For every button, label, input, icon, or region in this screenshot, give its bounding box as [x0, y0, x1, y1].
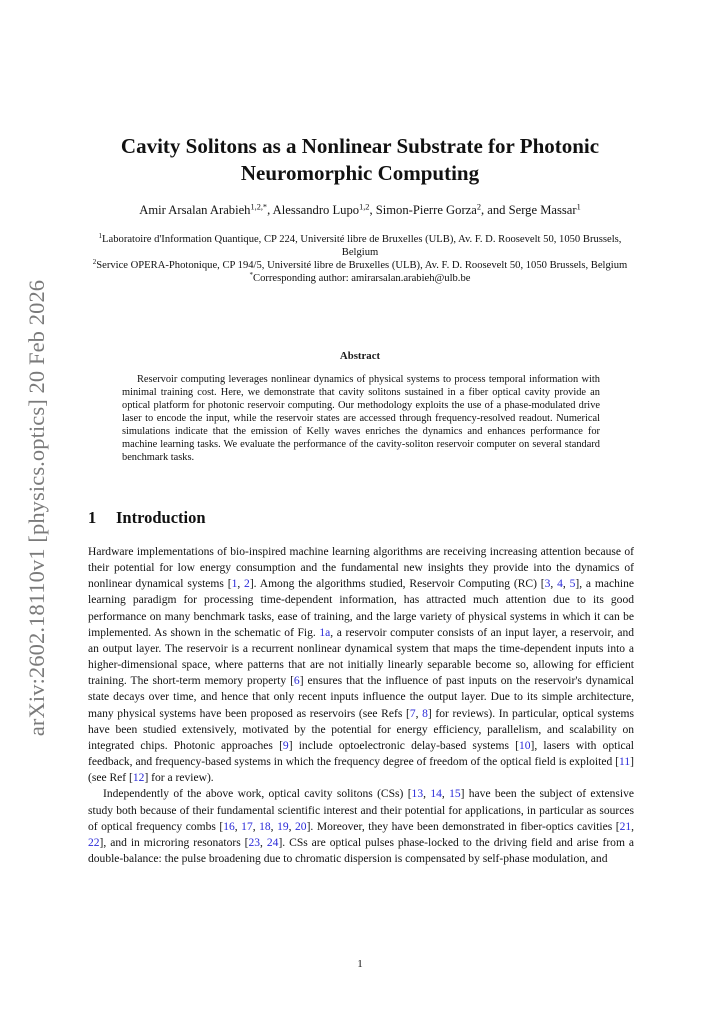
- affiliation-1: [80, 233, 640, 259]
- citation-link[interactable]: 1: [231, 578, 238, 591]
- paper-title: [80, 133, 640, 187]
- author-affiliation-marker: 1,2: [359, 202, 370, 212]
- page-number: 1: [357, 958, 363, 970]
- author-name: Amir Arsalan Arabieh: [139, 203, 251, 217]
- citation-link[interactable]: 24: [266, 836, 279, 849]
- citation-link[interactable]: 2: [244, 578, 250, 591]
- citation-link[interactable]: 3: [544, 578, 551, 591]
- citation-link[interactable]: 16: [223, 820, 235, 833]
- citation-link[interactable]: 23: [248, 836, 261, 849]
- introduction-body: [88, 544, 634, 867]
- corresponding-author-text: Corresponding author: amirarsalan.arabieh@ulb.be: [253, 273, 471, 284]
- section-title: Introduction: [116, 508, 206, 527]
- affiliations: [80, 233, 640, 285]
- title-line-1: Cavity Solitons as a Nonlinear Substrate for Photonic: [120, 134, 600, 158]
- author-name: Simon-Pierre Gorza: [375, 203, 477, 217]
- author-name: Alessandro Lupo: [272, 203, 360, 217]
- section-number: 1: [88, 508, 97, 527]
- affiliation-2: [80, 259, 640, 272]
- citation-link[interactable]: 10: [518, 739, 531, 752]
- citation-link[interactable]: 17: [241, 820, 253, 833]
- author-name: Serge Massar: [508, 203, 577, 217]
- author-separator: ,: [267, 203, 273, 217]
- citation-link[interactable]: 22: [88, 836, 100, 849]
- citation-link[interactable]: 11: [619, 756, 631, 769]
- citation-link[interactable]: 13: [411, 788, 424, 801]
- citation-link[interactable]: 7: [409, 707, 416, 720]
- author-affiliation-marker: 1: [576, 202, 581, 212]
- citation-link[interactable]: 6: [293, 675, 300, 688]
- section-heading-introduction: [88, 508, 206, 528]
- affiliation-text: Service OPERA-Photonique, CP 194/5, Université libre de Bruxelles (ULB), Av. F. D. Roosevelt 50, 1050 Brussels, Belgium: [96, 260, 628, 271]
- body-paragraph: Hardware implementations of bio-inspired machine learning algorithms are receiving increasing attention because of their potential for low energy consumption and the fundamental new insights they provide into the dynamics of nonlinear dynamical systems [1, 2]. Among the algorithms studied, Reservoir Computing (RC) [3, 4, 5], a machine learning paradigm for processing time-dependent information, has attracted much attention due to its good performance on many benchmark tasks, ease of training, and the large variety of physical systems in which it can be implemented. As shown in the schematic of Fig. 1a, a reservoir computer consists of an input layer, a reservoir, and an output layer. The reservoir is a recurrent nonlinear dynamical system that maps the time-dependent inputs into a higher-dimensional space, where patterns that are not initially linearly separable become so, allowing for efficient training. The short-term memory property [6] ensures that the influence of past inputs on the reservoir's dynamical state decays over time, and hence that only recent inputs influence the output layer. Due to its simple architecture, many physical systems have been proposed as reservoirs (see Refs [7, 8] for reviews). In particular, optical systems have been studied extensively, motivated by the potential for energy efficiency, parallelism, and scalability on integrated chips. Photonic approaches [9] include optoelectronic delay-based systems [10], lasers with optical feedback, and frequency-based systems in which the frequency degree of freedom of the optical field is exploited [11](see Ref [12] for a review).: [88, 546, 634, 785]
- citation-link[interactable]: 14: [430, 788, 442, 801]
- corresponding-marker: *: [249, 271, 254, 280]
- author-affiliation-marker: 2: [476, 202, 481, 212]
- citation-link[interactable]: 21: [619, 820, 632, 833]
- abstract-text: Reservoir computing leverages nonlinear dynamics of physical systems to process temporal information with minimal training cost. Here, we demonstrate that cavity solitons sustained in a fiber optical cavity provide an optical platform for photonic reservoir computing. Our methodology exploits the use of a phase-modulated drive laser to encode the input, while the reservoir states are accessed through frequency-resolved readout. Numerical simulations indicate that the emission of Kelly waves enriches the dynamics and enhances performance for machine learning tasks. We evaluate the performance of the cavity-soliton reservoir computer on several standard benchmark tasks.: [122, 374, 600, 463]
- affiliation-marker: 1: [98, 232, 103, 241]
- arxiv-identifier-sidebar: [22, 258, 52, 758]
- citation-link[interactable]: 1a: [319, 626, 331, 639]
- citation-link[interactable]: 18: [259, 820, 271, 833]
- arxiv-identifier-text: arXiv:2602.18110v1 [physics.optics] 20 Feb 2026: [24, 279, 49, 737]
- citation-link[interactable]: 9: [282, 739, 289, 752]
- citation-link[interactable]: 4: [557, 578, 563, 591]
- author-separator: , and: [480, 203, 509, 217]
- author-affiliation-marker: 1,2,*: [250, 202, 268, 212]
- title-line-2: Neuromorphic Computing: [240, 161, 480, 185]
- abstract-heading: Abstract: [339, 350, 381, 362]
- affiliation-text: Laboratoire d'Information Quantique, CP 224, Université libre de Bruxelles (ULB), Av. F. D. Roosevelt 50, 1050 Brussels, Belgium: [102, 234, 622, 258]
- citation-link[interactable]: 15: [449, 788, 461, 801]
- author-list: [80, 203, 640, 218]
- author-separator: ,: [369, 203, 376, 217]
- citation-link[interactable]: 20: [295, 820, 307, 833]
- body-paragraph: Independently of the above work, optical cavity solitons (CSs) [13, 14, 15] have been the subject of extensive study both because of their fundamental scientific interest and their potential for applications, in particular as sources of optical frequency combs [16, 17, 18, 19, 20]. Moreover, they have been demonstrated in fiber-optics cavities [21, 22], and in microring resonators [23, 24]. CSs are optical pulses phase-locked to the driving field and arise from a double-balance: the pulse broadening due to chromatic dispersion is compensated by self-phase modulation, and: [88, 788, 635, 865]
- citation-link[interactable]: 5: [569, 578, 576, 591]
- citation-link[interactable]: 19: [277, 820, 289, 833]
- citation-link[interactable]: 12: [132, 772, 145, 785]
- citation-link[interactable]: 8: [422, 707, 428, 720]
- corresponding-author: [80, 272, 640, 285]
- affiliation-marker: 2: [92, 258, 97, 267]
